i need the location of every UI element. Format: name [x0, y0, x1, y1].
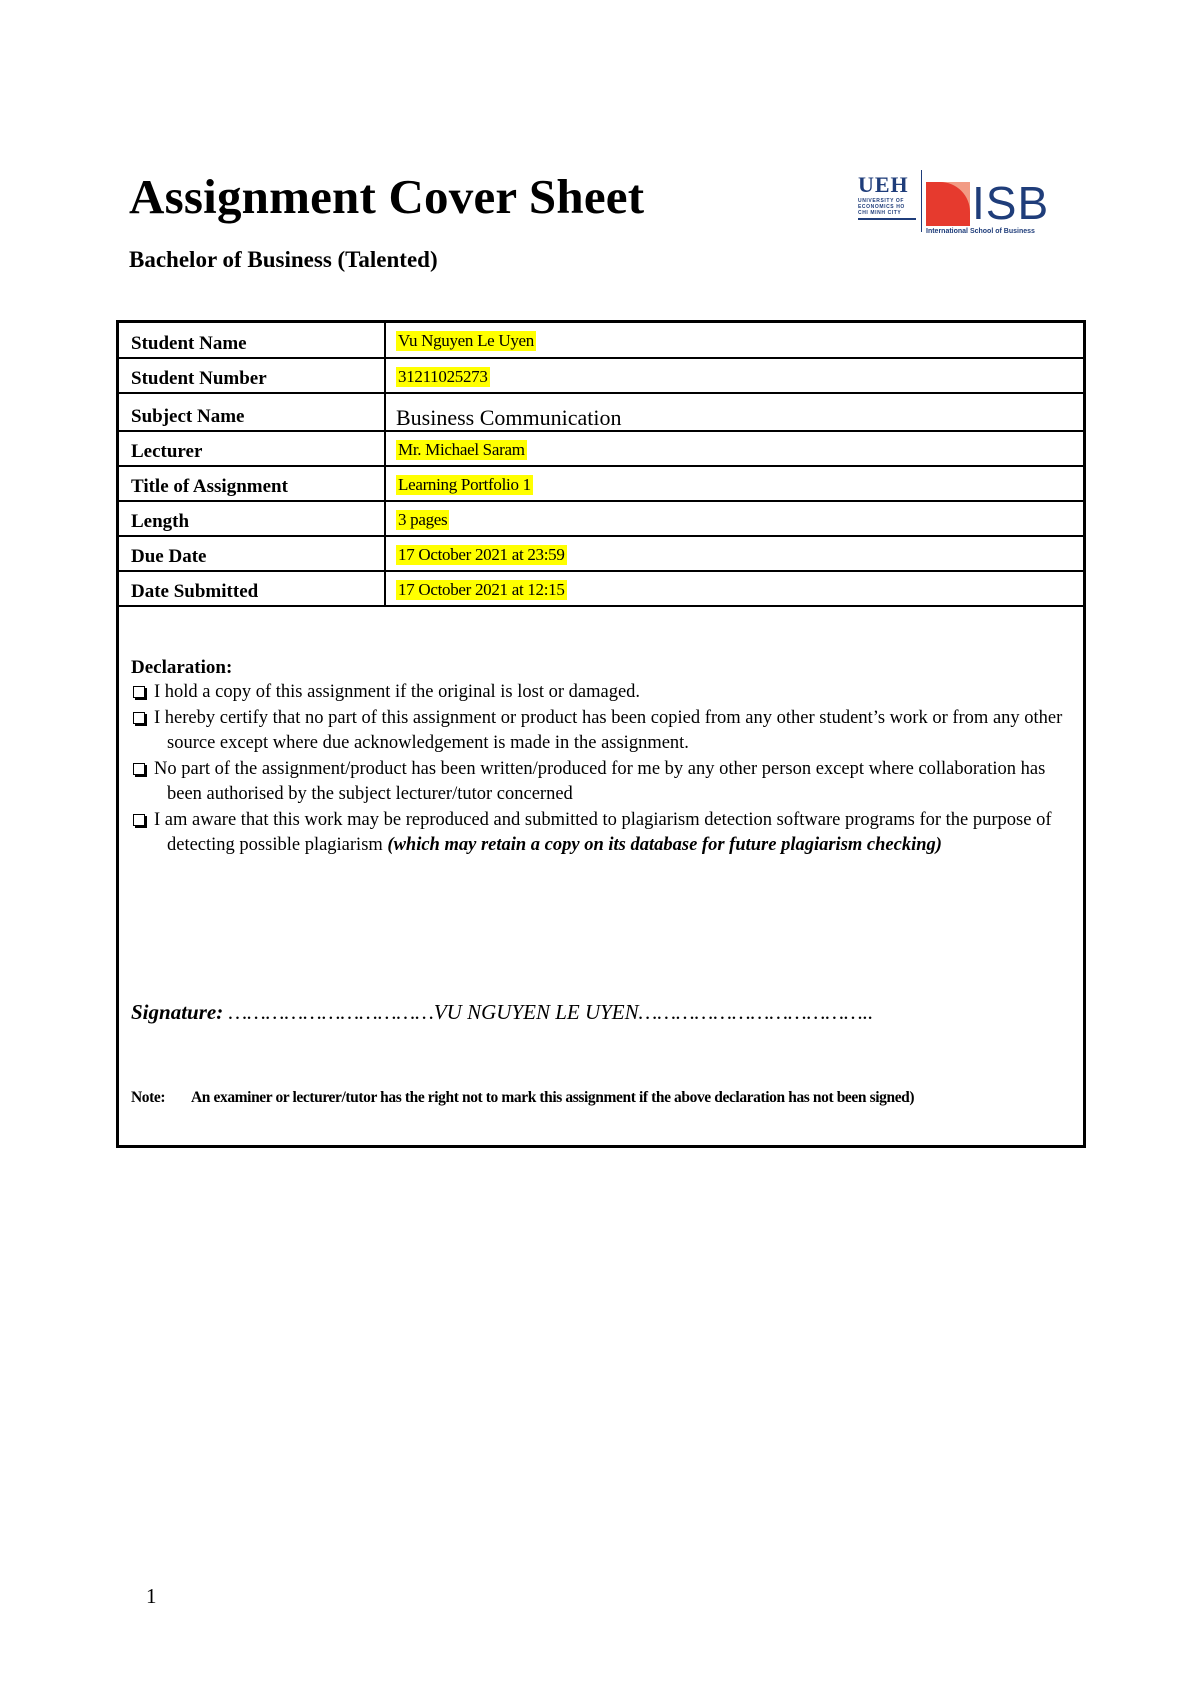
checkbox-icon[interactable] — [133, 686, 145, 698]
declaration-item — [131, 680, 1081, 706]
logo-divider — [921, 170, 922, 232]
form-label-cell — [119, 571, 385, 606]
form-row — [119, 431, 1083, 466]
declaration-item-emphasis: (which may retain a copy on its database for future plagiarism checking) — [387, 835, 942, 855]
form-row — [119, 536, 1083, 571]
form-label-cell — [119, 358, 385, 393]
signature-dots-before: …………………………… — [223, 1000, 434, 1024]
form-value-cell — [385, 466, 1083, 501]
declaration-section — [131, 655, 1081, 859]
form-label: Due Date — [131, 546, 207, 567]
form-label-cell — [119, 536, 385, 571]
form-label: Lecturer — [131, 441, 203, 462]
checkbox-icon[interactable] — [133, 763, 145, 775]
form-row — [119, 393, 1083, 431]
form-row — [119, 501, 1083, 536]
form-value: 3 pages — [398, 510, 448, 529]
declaration-item — [131, 706, 1081, 757]
note-text: An examiner or lecturer/tutor has the right not to mark this assignment if the above declaration has not been signed) — [191, 1089, 915, 1106]
form-label-cell — [119, 501, 385, 536]
form-value-cell — [385, 536, 1083, 571]
form-value: Vu Nguyen Le Uyen — [398, 331, 534, 350]
form-value: Business Communication — [396, 405, 622, 430]
declaration-item — [131, 808, 1081, 859]
student-info-table — [119, 323, 1083, 607]
form-row — [119, 323, 1083, 358]
isb-mark-icon — [926, 182, 970, 226]
form-label-cell — [119, 323, 385, 358]
isb-logo-wordmark: ISB — [972, 177, 1050, 229]
form-label-cell — [119, 393, 385, 431]
form-value-cell — [385, 323, 1083, 358]
form-value: Learning Portfolio 1 — [398, 475, 531, 494]
cover-sheet-form — [116, 320, 1086, 1148]
form-value-cell — [385, 501, 1083, 536]
page-subtitle: Bachelor of Business (Talented) — [129, 247, 438, 272]
form-value-cell — [385, 431, 1083, 466]
form-value-cell — [385, 393, 1083, 431]
form-row — [119, 466, 1083, 501]
checkbox-icon[interactable] — [133, 814, 145, 826]
signature-trailing: . — [867, 1000, 874, 1024]
form-label: Subject Name — [131, 406, 245, 427]
form-label: Date Submitted — [131, 581, 259, 602]
page-number: 1 — [146, 1584, 157, 1608]
form-label: Length — [131, 511, 190, 532]
declaration-heading: Declaration: — [131, 657, 233, 678]
declaration-item — [131, 757, 1081, 808]
signature-name: VU NGUYEN LE UYEN — [433, 1000, 639, 1024]
checkbox-icon[interactable] — [133, 712, 145, 724]
signature-dots-after: ………………………………. — [638, 1000, 868, 1024]
form-label-cell — [119, 466, 385, 501]
form-label-cell — [119, 431, 385, 466]
form-label: Title of Assignment — [131, 476, 288, 497]
form-value-cell — [385, 358, 1083, 393]
isb-logo-tagline: International School of Business — [926, 228, 1035, 235]
declaration-item-text: I hereby certify that no part of this assignment or product has been copied from any other student’s work or from any other source except where due acknowledgement is made in the assignment. — [154, 707, 1063, 753]
ueh-logo-wordmark: UEH — [858, 172, 909, 197]
form-value: 17 October 2021 at 23:59 — [398, 545, 565, 564]
ueh-isb-logo — [858, 170, 1068, 240]
note-label: Note: — [131, 1089, 166, 1106]
form-value: 17 October 2021 at 12:15 — [398, 580, 565, 599]
form-value: Mr. Michael Saram — [398, 440, 525, 459]
page-title: Assignment Cover Sheet — [129, 169, 645, 224]
declaration-item-text: I hold a copy of this assignment if the original is lost or damaged. — [154, 682, 641, 702]
ueh-logo-tagline: UNIVERSITY OF ECONOMICS HO CHI MINH CITY — [858, 198, 905, 216]
form-row — [119, 358, 1083, 393]
form-value: 31211025273 — [398, 367, 488, 386]
signature-line — [131, 999, 1081, 1025]
form-value-cell — [385, 571, 1083, 606]
note-block — [131, 1087, 1071, 1108]
signature-label: Signature: — [131, 1000, 224, 1024]
declaration-item-text: I am aware that this work may be reproduced and submitted to plagiarism detection software programs for the purpose of detecting possible plagiarism — [154, 809, 1052, 855]
ueh-logo-underline — [858, 218, 916, 220]
form-row — [119, 571, 1083, 606]
form-label: Student Name — [131, 333, 247, 354]
declaration-item-text: No part of the assignment/product has been written/produced for me by any other person except where collaboration has been authorised by the subject lecturer/tutor concerned — [154, 758, 1046, 804]
form-label: Student Number — [131, 368, 267, 389]
